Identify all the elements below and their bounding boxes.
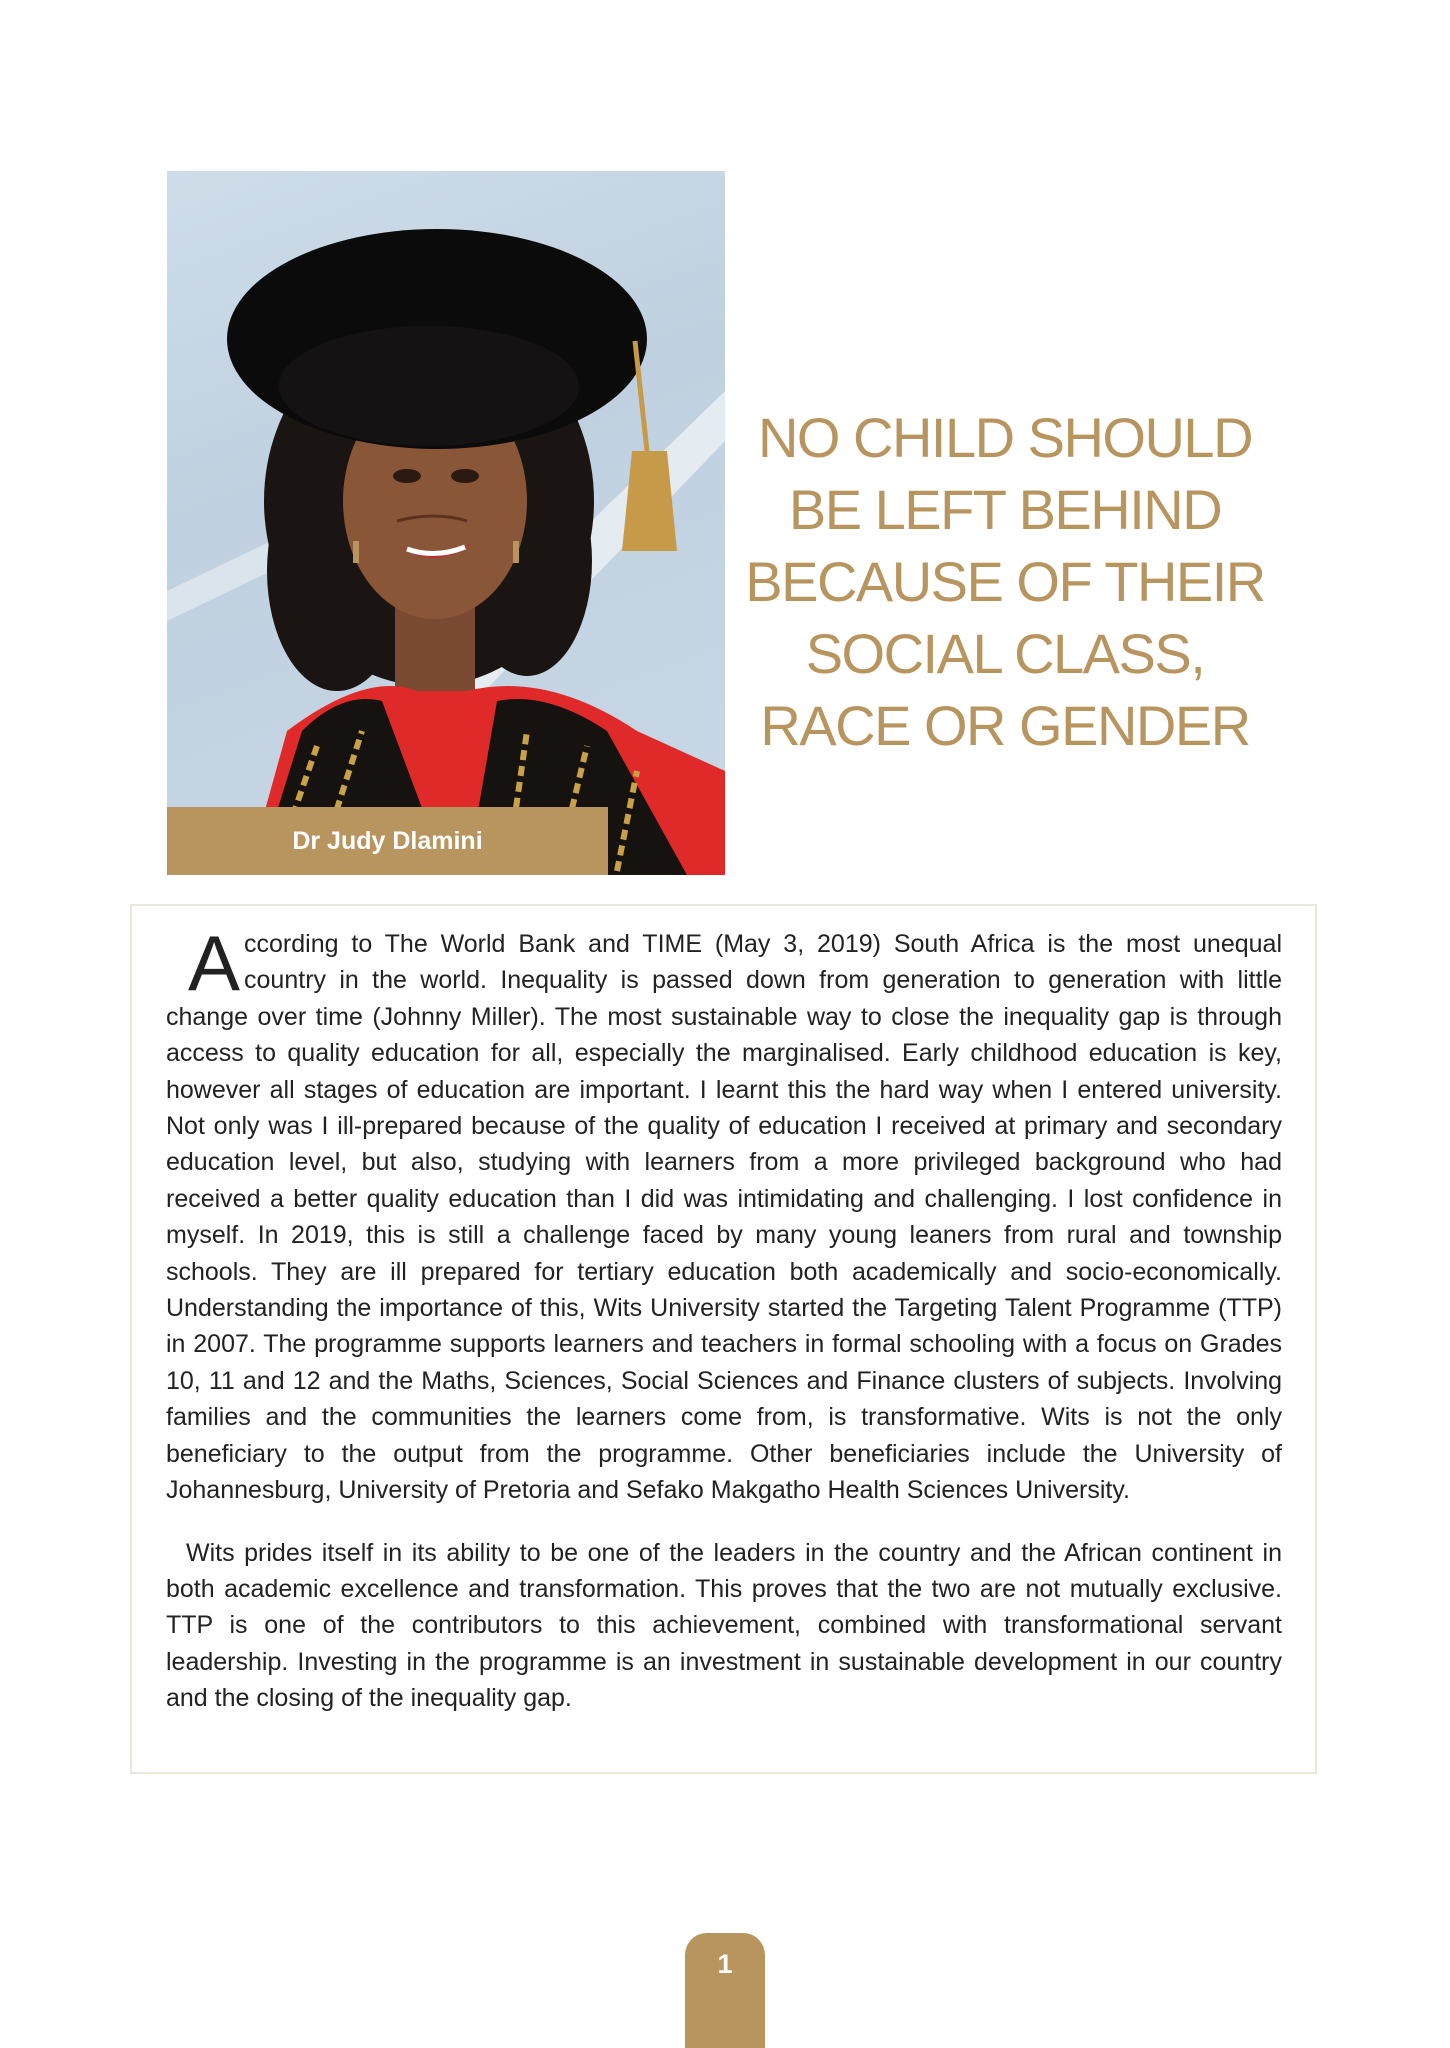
paragraph-text: ccording to The World Bank and TIME (May 3, 2019) South Africa is the most unequal country in the world. Inequality is passed down from generation to generation with little change over time (Johnny Miller). The most sustainable way to close the inequality gap is through access to quality education for all, especially the marginalised. Early childhood education is key, however all stages of education are important. I learnt this the hard way when I entered university. Not only was I ill-prepared because of the quality of education I received at primary and secondary education level, but also, studying with learners from a more privileged background who had received a better quality education than I did was intimidating and challenging. I lost confidence in myself. In 2019, this is still a challenge faced by many young leaners from rural and township schools. They are ill prepared for tertiary education both academically and socio-economically. Understanding the importance of this, Wits University started the Targeting Talent Programme (TTP) in 2007. The programme supports learners and teachers in formal schooling with a focus on Grades 10, 11 and 12 and the Maths, Sciences, Social Sciences and Finance clusters of subjects. Involving families and the communities the learners come from, is transformative. Wits is not the only beneficiary to the output from the programme. Other beneficiaries include the University of Johannesburg, University of Pretoria and Sefako Makgatho Health Sciences University.	[166, 930, 1282, 1505]
portrait-photo	[167, 171, 725, 875]
pull-quote	[735, 402, 1275, 762]
pull-quote-line: BE LEFT BEHIND	[788, 478, 1222, 541]
pull-quote-line: BECAUSE OF THEIR	[745, 550, 1265, 613]
pull-quote-line: NO CHILD SHOULD	[757, 406, 1253, 469]
portrait-illustration	[167, 171, 725, 875]
page-number: 1	[685, 1933, 765, 2048]
drop-cap: A	[188, 919, 241, 1007]
article-paragraph	[166, 919, 1282, 1509]
pull-quote-line: RACE OR GENDER	[760, 694, 1250, 757]
pull-quote-line: SOCIAL CLASS,	[805, 622, 1205, 685]
photo-caption: Dr Judy Dlamini	[167, 807, 608, 875]
article-body	[166, 919, 1282, 1717]
article-paragraph: Wits prides itself in its ability to be one of the leaders in the country and the African continent in both academic excellence and transformation. This proves that the two are not mutually exclusive. TTP is one of the contributors to this achievement, combined with transformational servant leadership. Investing in the programme is an investment in sustainable development in our country and the closing of the inequality gap.	[166, 1538, 1282, 1713]
